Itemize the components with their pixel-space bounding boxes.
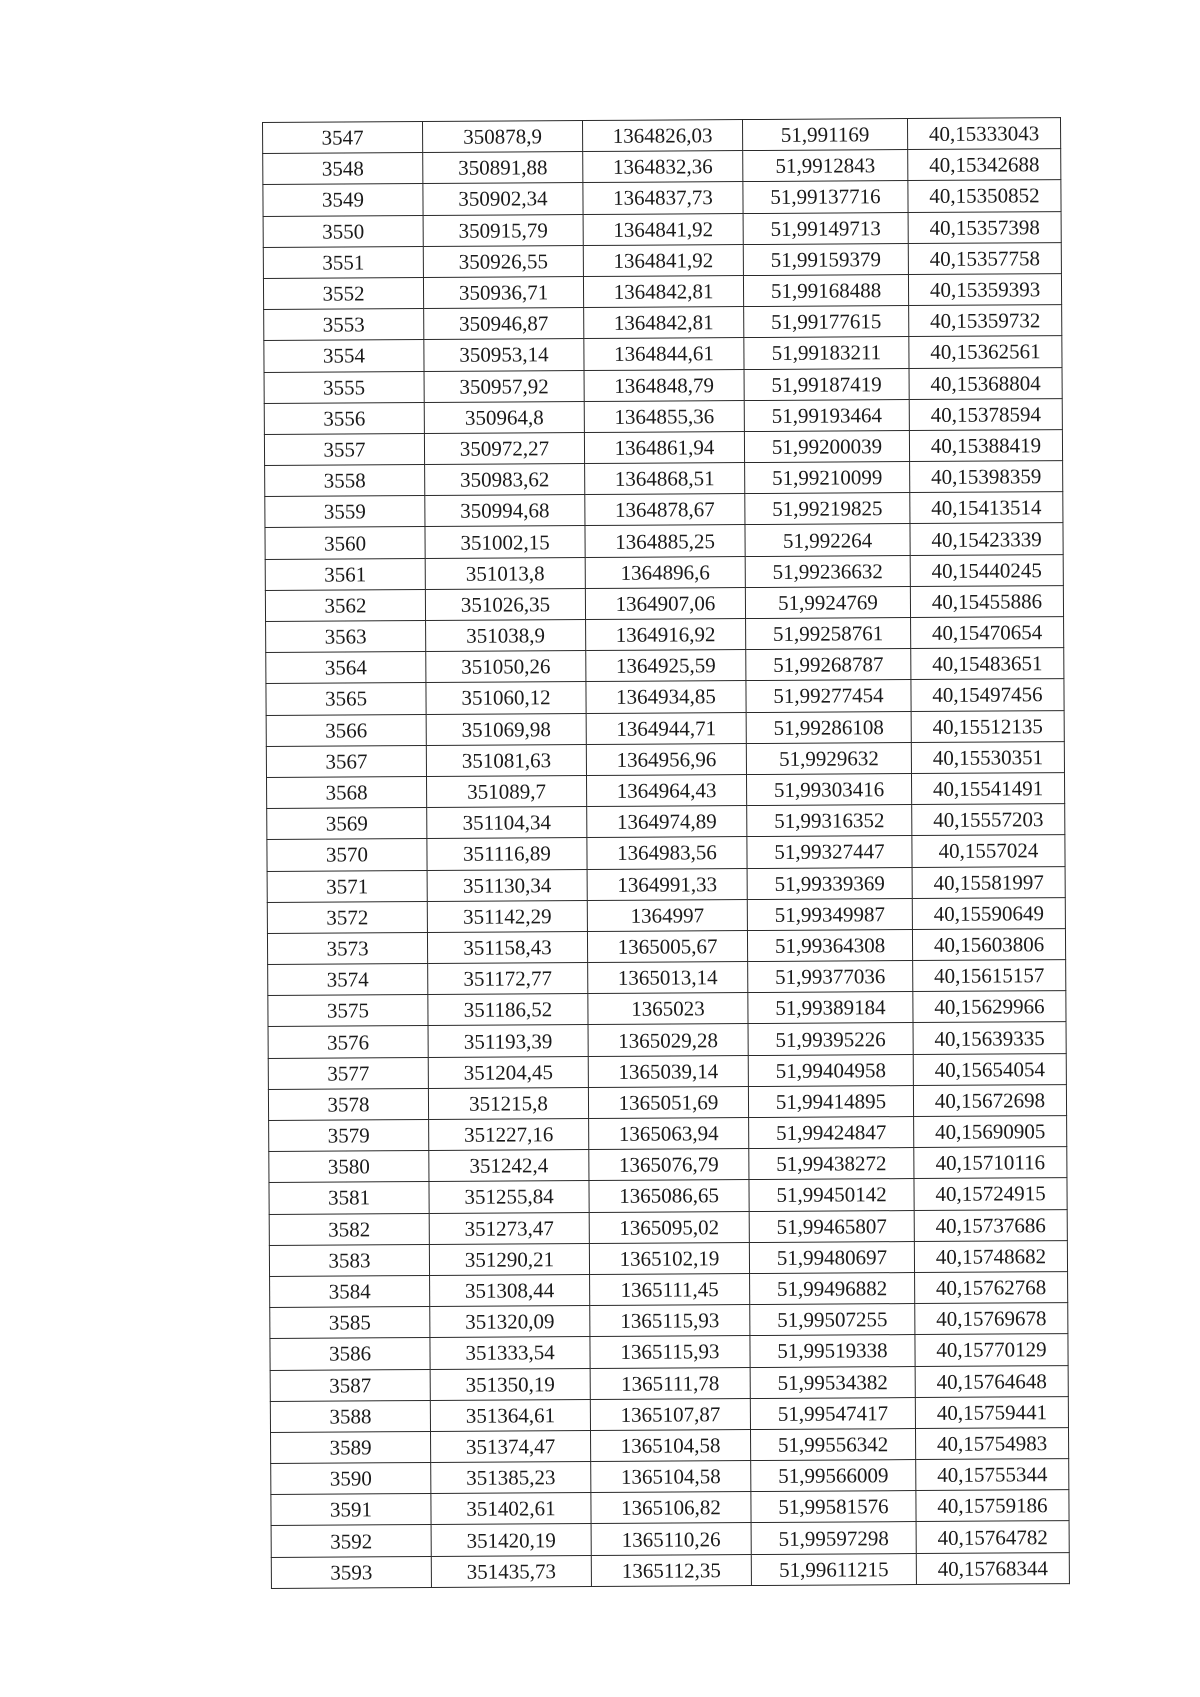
y-coordinate-cell: 1364826,03 — [582, 120, 742, 152]
point-number-cell: 3569 — [267, 808, 427, 840]
x-coordinate-cell: 351172,77 — [428, 963, 588, 995]
y-coordinate-cell: 1364964,43 — [586, 774, 746, 806]
point-number-cell: 3591 — [271, 1494, 431, 1526]
table-row — [263, 149, 1061, 185]
x-coordinate-cell: 351350,19 — [430, 1368, 590, 1400]
point-number-cell: 3583 — [269, 1244, 429, 1276]
y-coordinate-cell: 1364841,92 — [583, 244, 743, 276]
table-row — [265, 585, 1063, 621]
table-row — [266, 679, 1064, 715]
point-number-cell: 3551 — [263, 246, 423, 278]
latitude-cell: 51,991169 — [742, 119, 907, 151]
point-number-cell: 3564 — [266, 652, 426, 684]
y-coordinate-cell: 1365104,58 — [590, 1429, 750, 1461]
table-row — [271, 1552, 1069, 1588]
y-coordinate-cell: 1365102,19 — [589, 1242, 749, 1274]
point-number-cell: 3568 — [267, 776, 427, 808]
latitude-cell: 51,992264 — [745, 524, 910, 556]
y-coordinate-cell: 1365110,26 — [591, 1523, 751, 1555]
longitude-cell: 40,15530351 — [911, 741, 1064, 773]
longitude-cell: 40,15388419 — [909, 429, 1062, 461]
table-row — [269, 1116, 1067, 1152]
table-row — [264, 336, 1062, 372]
longitude-cell: 40,1557024 — [912, 835, 1065, 867]
table-row — [268, 960, 1066, 996]
y-coordinate-cell: 1365107,87 — [590, 1398, 750, 1430]
latitude-cell: 51,99327447 — [747, 836, 912, 868]
point-number-cell: 3578 — [268, 1088, 428, 1120]
longitude-cell: 40,15378594 — [909, 398, 1062, 430]
longitude-cell: 40,15615157 — [913, 960, 1066, 992]
longitude-cell: 40,15710116 — [914, 1147, 1067, 1179]
y-coordinate-cell: 1365063,94 — [589, 1118, 749, 1150]
latitude-cell: 51,99168488 — [743, 274, 908, 306]
table-row — [264, 305, 1062, 341]
x-coordinate-cell: 351002,15 — [425, 526, 585, 558]
x-coordinate-cell: 351255,84 — [429, 1181, 589, 1213]
table-row — [269, 1147, 1067, 1183]
x-coordinate-cell: 351227,16 — [429, 1119, 589, 1151]
point-number-cell: 3571 — [267, 870, 427, 902]
coordinates-table-body — [263, 118, 1070, 1589]
y-coordinate-cell: 1365115,93 — [590, 1305, 750, 1337]
latitude-cell: 51,99566009 — [751, 1460, 916, 1492]
latitude-cell: 51,99496882 — [750, 1272, 915, 1304]
y-coordinate-cell: 1364916,92 — [586, 619, 746, 651]
y-coordinate-cell: 1364983,56 — [587, 837, 747, 869]
latitude-cell: 51,9912843 — [743, 150, 908, 182]
table-row — [265, 492, 1063, 528]
table-row — [263, 274, 1061, 310]
table-row — [267, 897, 1065, 933]
latitude-cell: 51,99465807 — [749, 1210, 914, 1242]
x-coordinate-cell: 351290,21 — [429, 1243, 589, 1275]
y-coordinate-cell: 1365023 — [588, 993, 748, 1025]
table-row — [271, 1490, 1069, 1526]
x-coordinate-cell: 351385,23 — [431, 1462, 591, 1494]
table-row — [266, 710, 1064, 746]
longitude-cell: 40,15768344 — [916, 1552, 1069, 1584]
longitude-cell: 40,15483651 — [911, 648, 1064, 680]
latitude-cell: 51,99258761 — [746, 618, 911, 650]
x-coordinate-cell: 351081,63 — [426, 744, 586, 776]
point-number-cell: 3589 — [271, 1431, 431, 1463]
y-coordinate-cell: 1365112,35 — [591, 1554, 751, 1586]
point-number-cell: 3552 — [263, 277, 423, 309]
x-coordinate-cell: 351402,61 — [431, 1493, 591, 1525]
latitude-cell: 51,99149713 — [743, 212, 908, 244]
table-row — [265, 523, 1063, 559]
point-number-cell: 3547 — [263, 122, 423, 154]
longitude-cell: 40,15629966 — [913, 991, 1066, 1023]
point-number-cell: 3557 — [264, 433, 424, 465]
longitude-cell: 40,15350852 — [908, 180, 1061, 212]
longitude-cell: 40,15413514 — [910, 492, 1063, 524]
y-coordinate-cell: 1365029,28 — [588, 1024, 748, 1056]
y-coordinate-cell: 1364885,25 — [585, 525, 745, 557]
latitude-cell: 51,99193464 — [744, 399, 909, 431]
point-number-cell: 3566 — [266, 714, 426, 746]
longitude-cell: 40,15423339 — [910, 523, 1063, 555]
y-coordinate-cell: 1364944,71 — [586, 712, 746, 744]
point-number-cell: 3550 — [263, 215, 423, 247]
point-number-cell: 3555 — [264, 371, 424, 403]
table-row — [270, 1334, 1068, 1370]
point-number-cell: 3588 — [270, 1400, 430, 1432]
x-coordinate-cell: 351130,34 — [427, 869, 587, 901]
longitude-cell: 40,15755344 — [916, 1459, 1069, 1491]
point-number-cell: 3584 — [270, 1275, 430, 1307]
point-number-cell: 3572 — [267, 901, 427, 933]
table-row — [271, 1521, 1069, 1557]
table-row — [265, 461, 1063, 497]
x-coordinate-cell: 350964,8 — [424, 401, 584, 433]
latitude-cell: 51,99303416 — [746, 773, 911, 805]
point-number-cell: 3573 — [267, 932, 427, 964]
longitude-cell: 40,15359732 — [909, 305, 1062, 337]
x-coordinate-cell: 350891,88 — [423, 152, 583, 184]
longitude-cell: 40,15754983 — [915, 1427, 1068, 1459]
y-coordinate-cell: 1364896,6 — [585, 556, 745, 588]
point-number-cell: 3556 — [264, 402, 424, 434]
longitude-cell: 40,15737686 — [914, 1209, 1067, 1241]
latitude-cell: 51,99339369 — [747, 867, 912, 899]
latitude-cell: 51,99480697 — [749, 1241, 914, 1273]
latitude-cell: 51,9929632 — [746, 742, 911, 774]
table-row — [263, 242, 1061, 278]
table-row — [270, 1272, 1068, 1308]
latitude-cell: 51,99187419 — [744, 368, 909, 400]
longitude-cell: 40,15512135 — [911, 710, 1064, 742]
longitude-cell: 40,15581997 — [912, 866, 1065, 898]
latitude-cell: 51,99438272 — [749, 1148, 914, 1180]
latitude-cell: 51,99316352 — [747, 805, 912, 837]
latitude-cell: 51,99159379 — [743, 243, 908, 275]
point-number-cell: 3561 — [265, 558, 425, 590]
point-number-cell: 3576 — [268, 1026, 428, 1058]
x-coordinate-cell: 350972,27 — [424, 432, 584, 464]
latitude-cell: 51,99268787 — [746, 649, 911, 681]
y-coordinate-cell: 1364956,96 — [586, 743, 746, 775]
x-coordinate-cell: 351060,12 — [426, 682, 586, 714]
latitude-cell: 51,9924769 — [745, 586, 910, 618]
table-row — [271, 1427, 1069, 1463]
table-row — [270, 1365, 1068, 1401]
table-row — [267, 804, 1065, 840]
latitude-cell: 51,99364308 — [747, 929, 912, 961]
table-row — [271, 1459, 1069, 1495]
point-number-cell: 3558 — [265, 465, 425, 497]
longitude-cell: 40,15724915 — [914, 1178, 1067, 1210]
table-row — [267, 835, 1065, 871]
point-number-cell: 3586 — [270, 1338, 430, 1370]
y-coordinate-cell: 1365039,14 — [588, 1055, 748, 1087]
x-coordinate-cell: 351069,98 — [426, 713, 586, 745]
y-coordinate-cell: 1365104,58 — [591, 1461, 751, 1493]
point-number-cell: 3579 — [269, 1120, 429, 1152]
latitude-cell: 51,99177615 — [744, 306, 909, 338]
x-coordinate-cell: 350983,62 — [425, 464, 585, 496]
x-coordinate-cell: 351104,34 — [427, 807, 587, 839]
x-coordinate-cell: 350926,55 — [423, 245, 583, 277]
y-coordinate-cell: 1364842,81 — [584, 307, 744, 339]
x-coordinate-cell: 351374,47 — [431, 1430, 591, 1462]
y-coordinate-cell: 1365111,45 — [590, 1273, 750, 1305]
table-row — [263, 180, 1061, 216]
point-number-cell: 3554 — [264, 340, 424, 372]
point-number-cell: 3590 — [271, 1463, 431, 1495]
table-row — [267, 928, 1065, 964]
point-number-cell: 3559 — [265, 496, 425, 528]
x-coordinate-cell: 351435,73 — [431, 1555, 591, 1587]
point-number-cell: 3582 — [269, 1213, 429, 1245]
y-coordinate-cell: 1364842,81 — [583, 275, 743, 307]
table-row — [267, 866, 1065, 902]
point-number-cell: 3585 — [270, 1307, 430, 1339]
point-number-cell: 3560 — [265, 527, 425, 559]
x-coordinate-cell: 351333,54 — [430, 1337, 590, 1369]
x-coordinate-cell: 350878,9 — [423, 121, 583, 153]
latitude-cell: 51,99581576 — [751, 1491, 916, 1523]
x-coordinate-cell: 351013,8 — [425, 557, 585, 589]
latitude-cell: 51,99210099 — [745, 462, 910, 494]
latitude-cell: 51,99414895 — [748, 1085, 913, 1117]
point-number-cell: 3570 — [267, 839, 427, 871]
point-number-cell: 3575 — [268, 995, 428, 1027]
latitude-cell: 51,99556342 — [750, 1428, 915, 1460]
latitude-cell: 51,99377036 — [748, 961, 913, 993]
latitude-cell: 51,99450142 — [749, 1179, 914, 1211]
latitude-cell: 51,99519338 — [750, 1335, 915, 1367]
longitude-cell: 40,15333043 — [907, 118, 1060, 150]
longitude-cell: 40,15455886 — [910, 585, 1063, 617]
latitude-cell: 51,99534382 — [750, 1366, 915, 1398]
x-coordinate-cell: 350915,79 — [423, 214, 583, 246]
longitude-cell: 40,15759186 — [916, 1490, 1069, 1522]
latitude-cell: 51,99611215 — [751, 1553, 916, 1585]
y-coordinate-cell: 1364832,36 — [583, 151, 743, 183]
x-coordinate-cell: 351186,52 — [428, 994, 588, 1026]
point-number-cell: 3553 — [264, 309, 424, 341]
x-coordinate-cell: 351420,19 — [431, 1524, 591, 1556]
x-coordinate-cell: 350953,14 — [424, 339, 584, 371]
longitude-cell: 40,15759441 — [915, 1396, 1068, 1428]
y-coordinate-cell: 1365005,67 — [587, 930, 747, 962]
latitude-cell: 51,99200039 — [744, 430, 909, 462]
x-coordinate-cell: 351204,45 — [428, 1056, 588, 1088]
y-coordinate-cell: 1364841,92 — [583, 213, 743, 245]
longitude-cell: 40,15654054 — [913, 1053, 1066, 1085]
x-coordinate-cell: 351158,43 — [427, 931, 587, 963]
x-coordinate-cell: 351320,09 — [430, 1306, 590, 1338]
table-row — [266, 617, 1064, 653]
x-coordinate-cell: 350902,34 — [423, 183, 583, 215]
x-coordinate-cell: 351142,29 — [427, 900, 587, 932]
table-row — [265, 554, 1063, 590]
point-number-cell: 3592 — [271, 1525, 431, 1557]
x-coordinate-cell: 350957,92 — [424, 370, 584, 402]
y-coordinate-cell: 1365111,78 — [590, 1367, 750, 1399]
table-row — [269, 1178, 1067, 1214]
latitude-cell: 51,99597298 — [751, 1522, 916, 1554]
table-row — [264, 429, 1062, 465]
y-coordinate-cell: 1364907,06 — [585, 587, 745, 619]
x-coordinate-cell: 350936,71 — [423, 276, 583, 308]
x-coordinate-cell: 351273,47 — [429, 1212, 589, 1244]
longitude-cell: 40,15639335 — [913, 1022, 1066, 1054]
point-number-cell: 3580 — [269, 1151, 429, 1183]
coordinates-table — [262, 117, 1070, 1589]
x-coordinate-cell: 351050,26 — [426, 651, 586, 683]
x-coordinate-cell: 351308,44 — [430, 1274, 590, 1306]
y-coordinate-cell: 1364997 — [587, 899, 747, 931]
point-number-cell: 3567 — [266, 745, 426, 777]
latitude-cell: 51,99424847 — [749, 1117, 914, 1149]
y-coordinate-cell: 1365095,02 — [589, 1211, 749, 1243]
latitude-cell: 51,99547417 — [750, 1397, 915, 1429]
table-row — [270, 1396, 1068, 1432]
table-row — [268, 1053, 1066, 1089]
longitude-cell: 40,15590649 — [912, 897, 1065, 929]
longitude-cell: 40,15357758 — [908, 242, 1061, 274]
y-coordinate-cell: 1365115,93 — [590, 1336, 750, 1368]
point-number-cell: 3565 — [266, 683, 426, 715]
longitude-cell: 40,15368804 — [909, 367, 1062, 399]
longitude-cell: 40,15748682 — [914, 1240, 1067, 1272]
longitude-cell: 40,15440245 — [910, 554, 1063, 586]
point-number-cell: 3581 — [269, 1182, 429, 1214]
y-coordinate-cell: 1364837,73 — [583, 182, 743, 214]
y-coordinate-cell: 1364848,79 — [584, 369, 744, 401]
longitude-cell: 40,15470654 — [911, 617, 1064, 649]
longitude-cell: 40,15541491 — [911, 773, 1064, 805]
table-row — [267, 773, 1065, 809]
longitude-cell: 40,15764648 — [915, 1365, 1068, 1397]
y-coordinate-cell: 1364844,61 — [584, 338, 744, 370]
longitude-cell: 40,15357398 — [908, 211, 1061, 243]
latitude-cell: 51,99404958 — [748, 1054, 913, 1086]
latitude-cell: 51,99507255 — [750, 1304, 915, 1336]
x-coordinate-cell: 351242,4 — [429, 1150, 589, 1182]
x-coordinate-cell: 351364,61 — [430, 1399, 590, 1431]
y-coordinate-cell: 1364934,85 — [586, 681, 746, 713]
point-number-cell: 3548 — [263, 153, 423, 185]
longitude-cell: 40,15359393 — [908, 274, 1061, 306]
x-coordinate-cell: 350946,87 — [424, 308, 584, 340]
point-number-cell: 3563 — [266, 621, 426, 653]
point-number-cell: 3574 — [268, 964, 428, 996]
latitude-cell: 51,99219825 — [745, 493, 910, 525]
y-coordinate-cell: 1365106,82 — [591, 1492, 751, 1524]
y-coordinate-cell: 1364861,94 — [584, 431, 744, 463]
table-row — [264, 398, 1062, 434]
table-row — [263, 118, 1061, 154]
latitude-cell: 51,99183211 — [744, 337, 909, 369]
point-number-cell: 3587 — [270, 1369, 430, 1401]
latitude-cell: 51,99286108 — [746, 711, 911, 743]
y-coordinate-cell: 1364855,36 — [584, 400, 744, 432]
table-row — [268, 1022, 1066, 1058]
latitude-cell: 51,99277454 — [746, 680, 911, 712]
longitude-cell: 40,15557203 — [912, 804, 1065, 836]
latitude-cell: 51,99395226 — [748, 1023, 913, 1055]
y-coordinate-cell: 1365013,14 — [588, 962, 748, 994]
longitude-cell: 40,15764782 — [916, 1521, 1069, 1553]
table-row — [268, 1084, 1066, 1120]
table-row — [269, 1209, 1067, 1245]
longitude-cell: 40,15603806 — [912, 928, 1065, 960]
table-row — [266, 648, 1064, 684]
longitude-cell: 40,15762768 — [915, 1272, 1068, 1304]
x-coordinate-cell: 351215,8 — [428, 1087, 588, 1119]
longitude-cell: 40,15342688 — [908, 149, 1061, 181]
x-coordinate-cell: 351026,35 — [425, 588, 585, 620]
table-row — [263, 211, 1061, 247]
point-number-cell: 3549 — [263, 184, 423, 216]
latitude-cell: 51,99389184 — [748, 992, 913, 1024]
x-coordinate-cell: 350994,68 — [425, 495, 585, 527]
longitude-cell: 40,15769678 — [915, 1303, 1068, 1335]
y-coordinate-cell: 1365076,79 — [589, 1149, 749, 1181]
x-coordinate-cell: 351038,9 — [426, 620, 586, 652]
x-coordinate-cell: 351193,39 — [428, 1025, 588, 1057]
table-row — [269, 1240, 1067, 1276]
y-coordinate-cell: 1364991,33 — [587, 868, 747, 900]
x-coordinate-cell: 351089,7 — [427, 775, 587, 807]
longitude-cell: 40,15497456 — [911, 679, 1064, 711]
longitude-cell: 40,15770129 — [915, 1334, 1068, 1366]
point-number-cell: 3562 — [265, 589, 425, 621]
y-coordinate-cell: 1364878,67 — [585, 494, 745, 526]
table-row — [268, 991, 1066, 1027]
y-coordinate-cell: 1364974,89 — [587, 806, 747, 838]
y-coordinate-cell: 1364868,51 — [585, 463, 745, 495]
longitude-cell: 40,15362561 — [909, 336, 1062, 368]
x-coordinate-cell: 351116,89 — [427, 838, 587, 870]
latitude-cell: 51,99236632 — [745, 555, 910, 587]
y-coordinate-cell: 1365051,69 — [588, 1086, 748, 1118]
latitude-cell: 51,99349987 — [747, 898, 912, 930]
y-coordinate-cell: 1364925,59 — [586, 650, 746, 682]
table-row — [266, 741, 1064, 777]
y-coordinate-cell: 1365086,65 — [589, 1180, 749, 1212]
table-row — [270, 1303, 1068, 1339]
table-row — [264, 367, 1062, 403]
point-number-cell: 3577 — [268, 1057, 428, 1089]
longitude-cell: 40,15672698 — [913, 1084, 1066, 1116]
longitude-cell: 40,15398359 — [910, 461, 1063, 493]
point-number-cell: 3593 — [271, 1556, 431, 1588]
longitude-cell: 40,15690905 — [914, 1116, 1067, 1148]
latitude-cell: 51,99137716 — [743, 181, 908, 213]
